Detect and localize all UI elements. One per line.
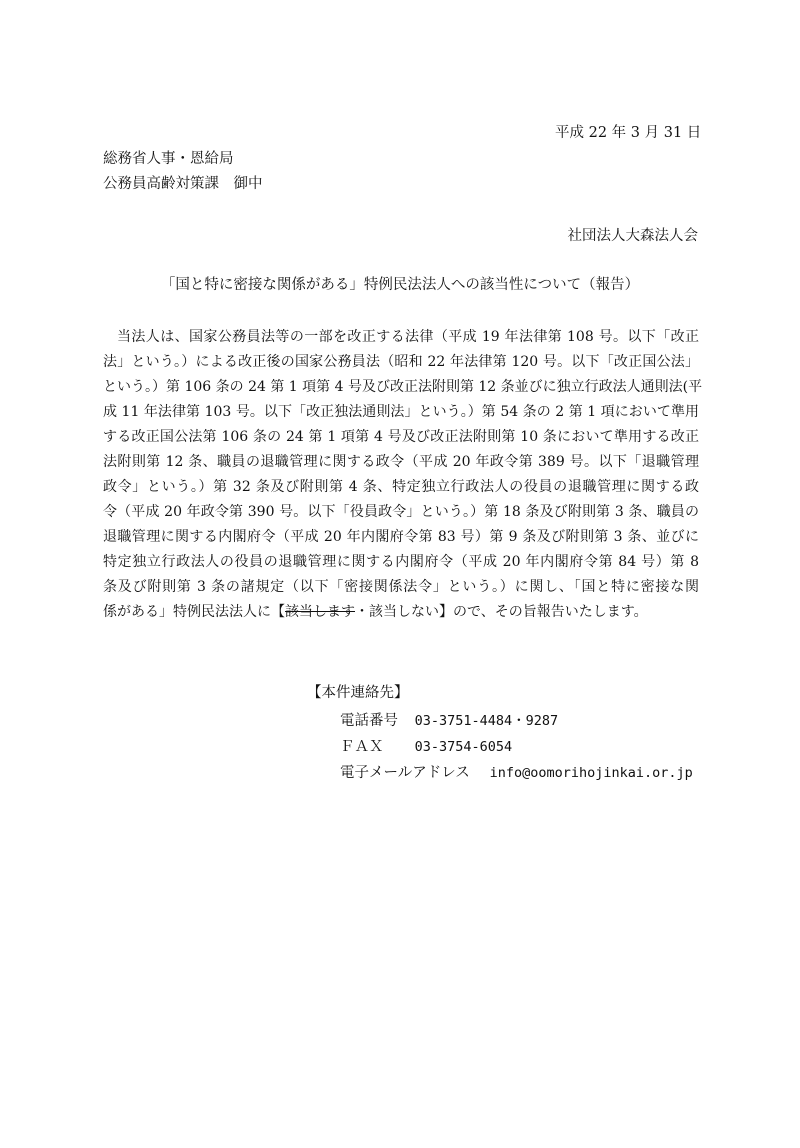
phone-number: 03-3751-4484・9287 (414, 713, 559, 729)
contact-fax-row (340, 737, 512, 757)
body-line: 法附則第 12 条、職員の退職管理に関する政令（平成 20 年政令第 389 号。以下「退職管理 (103, 454, 699, 470)
phone-label: 電話番号 (340, 713, 398, 729)
addressee-division: 公務員高齢対策課 御中 (103, 176, 263, 192)
body-line: 令（平成 20 年政令第 390 号。以下「役員政令」という。）第 18 条及び附則第 3 条、職員の (103, 504, 699, 520)
sender-name: 社団法人大森法人会 (567, 228, 698, 244)
body-line-final (103, 600, 699, 625)
body-line: する改正国公法第 106 条の 24 第 1 項第 4 号及び改正法附則第 10 条において準用する改正 (103, 429, 699, 445)
struck-option: 該当します (285, 604, 355, 620)
email-address: info@oomorihojinkai.or.jp (489, 765, 693, 781)
body-line: 条及び附則第 3 条の諸規定（以下「密接関係法令」という。）に関し、「国と特に密接な関 (103, 579, 699, 595)
document-title: 「国と特に密接な関係がある」特例民法法人への該当性について（報告） (160, 277, 640, 293)
body-line: という。）第 106 条の 24 第 1 項第 4 号及び改正法附則第 12 条並びに独立行政法人通則法(平 (103, 379, 703, 395)
body-line: 当法人は、国家公務員法等の一部を改正する法律（平成 19 年法律第 108 号。以下「改正 (117, 329, 699, 345)
body-line: 法」という。）による改正後の国家公務員法（昭和 22 年法律第 120 号。以下「改正国公法」 (103, 354, 699, 370)
body-line: 退職管理に関する内閣府令（平成 20 年内閣府令第 83 号）第 9 条及び附則第 3 条、並びに (103, 529, 699, 545)
line12-suffix: ・該当しない】ので、その旨報告いたします。 (355, 604, 648, 620)
addressee-bureau: 総務省人事・恩給局 (103, 151, 234, 167)
fax-number: 03-3754-6054 (414, 739, 513, 755)
contact-email-row (340, 763, 693, 783)
report-body (103, 325, 703, 625)
fax-label: ＦＡＸ (340, 739, 384, 755)
document-date: 平成 22 年 3 月 31 日 (555, 125, 702, 141)
line12-prefix: 係がある」特例民法法人に【 (103, 604, 285, 620)
contact-heading: 【本件連絡先】 (307, 685, 409, 701)
body-line: 政令」という。）第 32 条及び附則第 4 条、特定独立行政法人の役員の退職管理に関する政 (103, 479, 699, 495)
contact-phone-row (340, 711, 558, 731)
body-line: 特定独立行政法人の役員の退職管理に関する内閣府令（平成 20 年内閣府令第 84 号）第 8 (103, 554, 699, 570)
body-line: 成 11 年法律第 103 号。以下「改正独法通則法」という。）第 54 条の 2 第 1 項において準用 (103, 404, 699, 420)
email-label: 電子メールアドレス (340, 765, 470, 781)
